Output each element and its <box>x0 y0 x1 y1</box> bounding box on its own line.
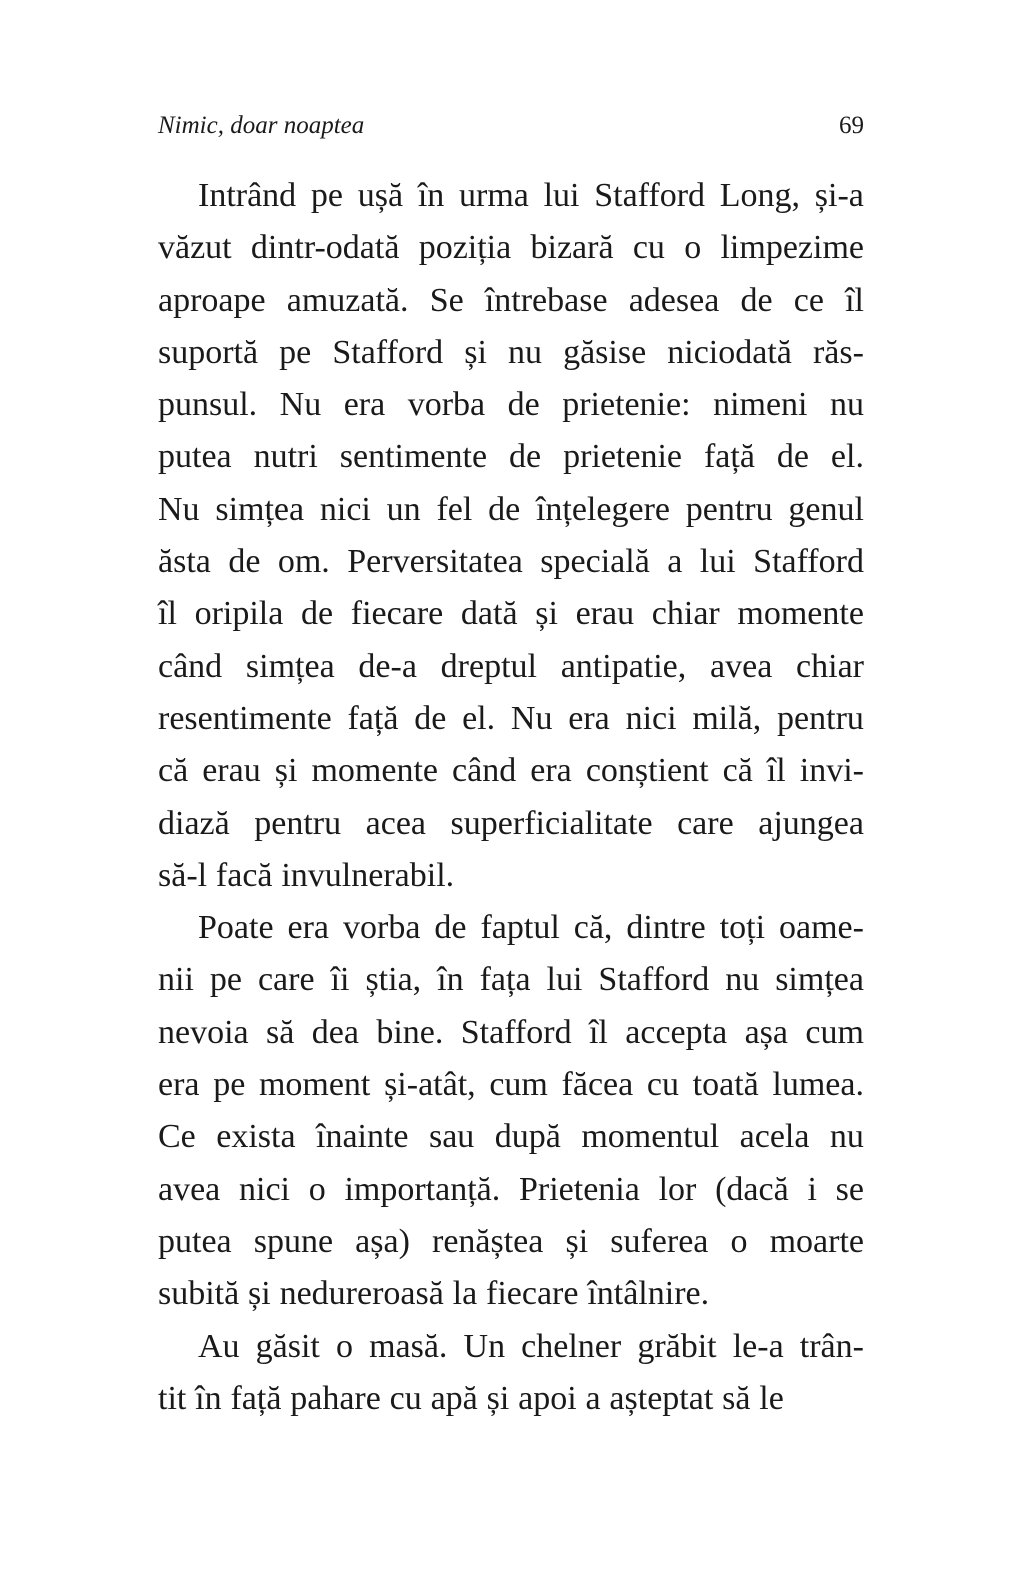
word: simțea <box>215 490 305 528</box>
word: specială <box>540 543 650 581</box>
word: de <box>301 595 334 633</box>
word: i <box>807 1170 817 1208</box>
word: lor <box>658 1170 697 1208</box>
word: acea <box>365 804 427 842</box>
word: de <box>509 438 542 476</box>
word: lui <box>699 543 736 581</box>
word: Un <box>463 1327 506 1365</box>
word: o <box>730 1222 748 1260</box>
text-line <box>158 693 864 745</box>
word: nici <box>239 1170 290 1208</box>
word: de <box>434 909 467 947</box>
word: și <box>274 752 298 790</box>
word: cu <box>646 1066 679 1104</box>
word: dată <box>460 595 518 633</box>
word: Ce <box>158 1118 196 1156</box>
word: exista <box>216 1118 296 1156</box>
word: avea <box>710 647 773 685</box>
word: resentimente <box>158 699 332 737</box>
word: înainte <box>316 1118 409 1156</box>
word: nutri <box>253 438 318 476</box>
word: subită <box>158 1275 240 1313</box>
word: nevoia <box>158 1013 249 1051</box>
body-text <box>158 170 864 1425</box>
word: bizară <box>530 229 614 267</box>
word: era <box>158 1066 200 1104</box>
word: cu <box>632 229 665 267</box>
word: moarte <box>769 1222 864 1260</box>
word: întâlnire. <box>587 1275 710 1313</box>
word: simțea <box>245 647 335 685</box>
word: de <box>414 699 447 737</box>
word: dintre <box>626 909 706 947</box>
word: și <box>464 333 487 371</box>
word: grăbit <box>637 1327 717 1365</box>
word: să <box>722 1379 751 1417</box>
word: un <box>386 490 421 528</box>
word: simțea <box>775 961 864 999</box>
word: când <box>452 752 517 790</box>
text-line <box>158 1216 864 1268</box>
word: care <box>257 961 315 999</box>
text-line <box>158 954 864 1006</box>
word: amuzată. <box>286 281 409 319</box>
text-line <box>158 902 864 954</box>
word: nu <box>829 1118 864 1156</box>
word: cum <box>805 1013 864 1051</box>
word: putea <box>158 438 232 476</box>
word: și-atât, <box>384 1066 476 1104</box>
word: de <box>488 490 521 528</box>
word: conștient <box>585 752 709 790</box>
word: suferea <box>610 1222 709 1260</box>
word: prietenie <box>563 438 682 476</box>
word: îl <box>766 752 786 790</box>
word: găsise <box>563 333 647 371</box>
word: găsit <box>255 1327 320 1365</box>
word: chelner <box>521 1327 622 1365</box>
word: Long, <box>719 177 801 214</box>
word: nii <box>158 961 194 999</box>
page-number: 69 <box>839 112 864 139</box>
word: ce <box>793 281 824 319</box>
word: Nu <box>158 490 200 528</box>
word: avea <box>158 1170 221 1208</box>
word: sau <box>428 1118 475 1156</box>
paragraph <box>158 1321 864 1426</box>
word: îl <box>845 281 864 319</box>
word: masă. <box>369 1327 448 1365</box>
word: în <box>437 961 464 999</box>
word: pe <box>213 1066 246 1104</box>
word: limpezime <box>720 229 864 267</box>
word: chiar <box>796 647 864 685</box>
word: pe <box>279 333 312 371</box>
word: după <box>494 1118 561 1156</box>
word: la <box>452 1275 478 1313</box>
word: și <box>565 1222 589 1260</box>
text-line <box>158 170 864 222</box>
word: dreptul <box>440 647 537 685</box>
word: în <box>195 1379 222 1417</box>
word: momentul <box>581 1118 720 1156</box>
word: că <box>158 752 189 790</box>
word: de <box>507 386 540 424</box>
word: Au <box>198 1327 240 1365</box>
word: o <box>308 1170 326 1208</box>
word: de <box>740 281 773 319</box>
word: și <box>248 1275 271 1313</box>
paragraph <box>158 902 864 1320</box>
word: oripila <box>194 595 284 633</box>
word: pe <box>209 961 242 999</box>
word: Prietenia <box>519 1170 640 1208</box>
word: putea <box>158 1222 232 1260</box>
running-title: Nimic, doar noaptea <box>158 112 365 139</box>
text-line <box>158 327 864 379</box>
word: și <box>535 595 558 633</box>
word: a <box>585 1379 601 1417</box>
word: fiecare <box>350 595 444 633</box>
word: așa) <box>355 1222 410 1260</box>
word: Se <box>429 281 464 319</box>
word: așteptat <box>609 1379 714 1417</box>
word: punsul. <box>158 386 258 424</box>
word: față <box>347 699 399 737</box>
word: pentru <box>254 804 342 842</box>
word: antipatie, <box>560 647 687 685</box>
word: le <box>759 1379 784 1417</box>
word: momente <box>311 752 439 790</box>
word: oame- <box>778 909 864 947</box>
word: Stafford <box>332 333 444 371</box>
word: prietenie: <box>562 386 691 424</box>
text-line <box>158 745 864 797</box>
word: fiecare <box>486 1275 579 1313</box>
word: o <box>684 229 702 267</box>
word: Stafford <box>594 177 706 214</box>
word: față <box>230 1379 282 1417</box>
word: era <box>343 386 386 424</box>
word: accepta <box>625 1013 728 1051</box>
word: față <box>703 438 755 476</box>
word: Stafford <box>598 961 710 999</box>
word: faptul <box>480 909 560 947</box>
word: om. <box>277 543 330 581</box>
text-line <box>158 536 864 588</box>
word: o <box>335 1327 353 1365</box>
word: fel <box>436 490 473 528</box>
word: pe <box>310 177 344 214</box>
word: el. <box>462 699 496 737</box>
word: el. <box>830 438 864 476</box>
word: tit <box>158 1379 187 1417</box>
word: să-l <box>158 856 208 894</box>
word: pentru <box>685 490 773 528</box>
word: aproape <box>158 281 266 319</box>
word: de <box>776 438 809 476</box>
word: ușă <box>357 177 404 214</box>
word: făcea <box>561 1066 634 1104</box>
word: moment <box>258 1066 371 1104</box>
word: nu <box>508 333 542 371</box>
text-line <box>158 431 864 483</box>
word: de <box>228 543 261 581</box>
word: vorba <box>407 386 486 424</box>
word: milă, <box>692 699 762 737</box>
word: întrebase <box>484 281 608 319</box>
word: nedureroasă <box>279 1275 444 1313</box>
text-line <box>158 1059 864 1111</box>
word: de-a <box>358 647 417 685</box>
word: toată <box>692 1066 759 1104</box>
word: Stafford <box>753 543 864 581</box>
text-line <box>158 1268 864 1320</box>
word: adesea <box>628 281 720 319</box>
word: Perversitatea <box>347 543 523 581</box>
text-line <box>158 588 864 640</box>
word: că <box>722 752 753 790</box>
word: Stafford <box>460 1013 572 1051</box>
word: lui <box>543 177 580 214</box>
word: diază <box>158 804 230 842</box>
word: apă <box>430 1379 478 1417</box>
book-page <box>158 112 864 1425</box>
word: lui <box>546 961 583 999</box>
word: cum <box>489 1066 548 1104</box>
word: ăsta <box>158 543 211 581</box>
word: suportă <box>158 333 259 371</box>
word: toți <box>719 909 766 947</box>
word: Nu <box>279 386 322 424</box>
word: văzut <box>158 229 232 267</box>
text-line <box>158 798 864 850</box>
text-line <box>158 1373 864 1425</box>
text-line <box>158 484 864 536</box>
word: Intrând <box>198 177 297 214</box>
text-line <box>158 222 864 274</box>
word: nu <box>830 386 864 424</box>
word: se <box>835 1170 864 1208</box>
text-line <box>158 379 864 431</box>
word: chiar <box>651 595 720 633</box>
word: invulnerabil. <box>281 856 455 894</box>
word: știa, <box>365 961 422 999</box>
running-head <box>158 112 864 156</box>
word: facă <box>215 856 273 894</box>
word: în <box>417 177 445 214</box>
word: poziția <box>418 229 512 267</box>
word: fața <box>479 961 531 999</box>
word: nici <box>319 490 371 528</box>
word: spune <box>253 1222 334 1260</box>
word: acela <box>739 1118 810 1156</box>
text-line <box>158 850 864 902</box>
text-line <box>158 1111 864 1163</box>
word: îl <box>158 595 177 633</box>
word: renăștea <box>432 1222 544 1260</box>
word: să <box>266 1013 295 1051</box>
word: și-a <box>814 177 864 214</box>
word: lumea. <box>772 1066 864 1104</box>
word: (dacă <box>715 1170 789 1208</box>
word: pahare <box>290 1379 381 1417</box>
word: invi- <box>799 752 864 790</box>
word: dintr-odată <box>250 229 400 267</box>
word: superficialitate <box>450 804 653 842</box>
word: niciodată <box>667 333 792 371</box>
text-line <box>158 1007 864 1059</box>
word: apoi <box>518 1379 577 1417</box>
word: le-a <box>732 1327 784 1365</box>
word: urma <box>459 177 529 214</box>
word: pentru <box>777 699 864 737</box>
word: care <box>677 804 734 842</box>
word: ajungea <box>758 804 864 842</box>
word: trân- <box>799 1327 864 1365</box>
word: importanță. <box>344 1170 501 1208</box>
word: era <box>287 909 330 947</box>
word: sentimente <box>339 438 488 476</box>
word: bine. <box>376 1013 444 1051</box>
word: așa <box>744 1013 788 1051</box>
word: a <box>667 543 683 581</box>
paragraph <box>158 170 864 902</box>
word: era <box>530 752 572 790</box>
word: nimeni <box>713 386 808 424</box>
word: Poate <box>198 909 274 947</box>
word: genul <box>788 490 864 528</box>
word: nu <box>725 961 760 999</box>
word: că, <box>573 909 613 947</box>
word: îi <box>330 961 350 999</box>
word: înțelegere <box>535 490 670 528</box>
word: îl <box>588 1013 608 1051</box>
word: erau <box>575 595 635 633</box>
word: erau <box>202 752 261 790</box>
word: când <box>158 647 223 685</box>
word: cu <box>389 1379 422 1417</box>
text-line <box>158 275 864 327</box>
text-line <box>158 1321 864 1373</box>
text-line <box>158 641 864 693</box>
word: dea <box>311 1013 359 1051</box>
word: era <box>568 699 610 737</box>
word: și <box>486 1379 510 1417</box>
text-line <box>158 1164 864 1216</box>
word: Nu <box>510 699 553 737</box>
word: momente <box>737 595 864 633</box>
word: nici <box>625 699 677 737</box>
word: vorba <box>343 909 421 947</box>
word: răs- <box>812 333 864 371</box>
